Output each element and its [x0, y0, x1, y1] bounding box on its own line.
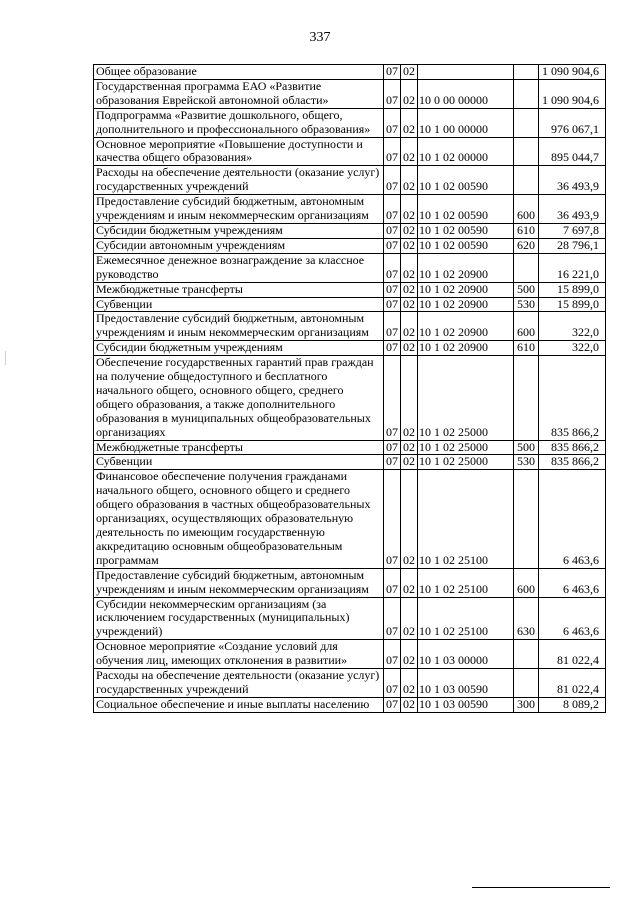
row-expense-type-code	[514, 640, 539, 669]
row-subsection-code: 02	[401, 455, 418, 470]
row-section-code: 07	[384, 297, 401, 312]
budget-table	[93, 64, 606, 713]
row-amount: 81 022,4	[539, 669, 606, 698]
table-row	[94, 440, 606, 455]
row-name: Социальное обеспечение и иные выплаты населению	[94, 697, 384, 712]
row-section-code: 07	[384, 640, 401, 669]
row-target-code: 10 1 02 25000	[418, 356, 514, 440]
table-row	[94, 640, 606, 669]
row-name: Предоставление субсидий бюджетным, автономным учреждениям и иным некоммерческим организациям	[94, 568, 384, 597]
row-subsection-code: 02	[401, 568, 418, 597]
row-amount: 6 463,6	[539, 568, 606, 597]
page-number: 337	[309, 30, 331, 45]
row-name: Расходы на обеспечение деятельности (оказание услуг) государственных учреждений	[94, 669, 384, 698]
row-subsection-code: 02	[401, 669, 418, 698]
row-name: Государственная программа ЕАО «Развитие образования Еврейской автономной области»	[94, 79, 384, 108]
table-row	[94, 137, 606, 166]
row-subsection-code: 02	[401, 253, 418, 282]
row-expense-type-code: 500	[514, 282, 539, 297]
row-target-code	[418, 65, 514, 80]
table-row	[94, 669, 606, 698]
row-subsection-code: 02	[401, 470, 418, 568]
table-row	[94, 697, 606, 712]
row-section-code: 07	[384, 79, 401, 108]
table-row	[94, 597, 606, 640]
row-target-code: 10 1 02 25100	[418, 568, 514, 597]
table-row	[94, 312, 606, 341]
row-amount: 16 221,0	[539, 253, 606, 282]
row-name: Ежемесячное денежное вознаграждение за классное руководство	[94, 253, 384, 282]
row-target-code: 10 1 00 00000	[418, 108, 514, 137]
row-subsection-code: 02	[401, 137, 418, 166]
table-row	[94, 356, 606, 440]
row-amount: 1 090 904,6	[539, 79, 606, 108]
table-row	[94, 238, 606, 253]
row-section-code: 07	[384, 669, 401, 698]
row-target-code: 10 1 02 00590	[418, 195, 514, 224]
row-target-code: 10 1 02 00590	[418, 238, 514, 253]
row-section-code: 07	[384, 166, 401, 195]
row-amount: 7 697,8	[539, 223, 606, 238]
row-amount: 835 866,2	[539, 356, 606, 440]
row-target-code: 10 1 02 20900	[418, 253, 514, 282]
table-row	[94, 108, 606, 137]
row-subsection-code: 02	[401, 640, 418, 669]
row-expense-type-code	[514, 253, 539, 282]
row-target-code: 10 1 02 00590	[418, 166, 514, 195]
row-subsection-code: 02	[401, 297, 418, 312]
row-section-code: 07	[384, 137, 401, 166]
table-row	[94, 79, 606, 108]
row-section-code: 07	[384, 341, 401, 356]
row-name: Предоставление субсидий бюджетным, автономным учреждениям и иным некоммерческим организациям	[94, 195, 384, 224]
row-expense-type-code: 300	[514, 697, 539, 712]
row-target-code: 10 1 02 20900	[418, 341, 514, 356]
row-name: Основное мероприятие «Создание условий для обучения лиц, имеющих отклонения в развитии»	[94, 640, 384, 669]
row-expense-type-code: 600	[514, 568, 539, 597]
row-subsection-code: 02	[401, 195, 418, 224]
row-target-code: 10 0 00 00000	[418, 79, 514, 108]
table-row	[94, 455, 606, 470]
row-section-code: 07	[384, 568, 401, 597]
row-name: Субвенции	[94, 297, 384, 312]
row-name: Финансовое обеспечение получения гражданами начального общего, основного общего и среднего общего образования в частных общеобразовательных организациях, осуществляющих образовательную деятельность по имеющим государственную аккредитацию основным общеобразовательным программам	[94, 470, 384, 568]
row-expense-type-code	[514, 356, 539, 440]
table-row	[94, 223, 606, 238]
row-name: Межбюджетные трансферты	[94, 282, 384, 297]
row-expense-type-code: 530	[514, 297, 539, 312]
row-section-code: 07	[384, 697, 401, 712]
row-section-code: 07	[384, 108, 401, 137]
row-section-code: 07	[384, 597, 401, 640]
row-subsection-code: 02	[401, 108, 418, 137]
row-amount: 8 089,2	[539, 697, 606, 712]
row-target-code: 10 1 02 25000	[418, 455, 514, 470]
row-subsection-code: 02	[401, 697, 418, 712]
row-section-code: 07	[384, 440, 401, 455]
row-section-code: 07	[384, 470, 401, 568]
row-name: Субсидии бюджетным учреждениям	[94, 223, 384, 238]
row-amount: 6 463,6	[539, 597, 606, 640]
row-amount: 15 899,0	[539, 297, 606, 312]
row-expense-type-code: 500	[514, 440, 539, 455]
row-amount: 81 022,4	[539, 640, 606, 669]
row-subsection-code: 02	[401, 282, 418, 297]
row-target-code: 10 1 03 00000	[418, 640, 514, 669]
row-target-code: 10 1 02 25000	[418, 440, 514, 455]
row-expense-type-code: 600	[514, 312, 539, 341]
row-expense-type-code: 620	[514, 238, 539, 253]
row-expense-type-code	[514, 669, 539, 698]
row-subsection-code: 02	[401, 79, 418, 108]
row-section-code: 07	[384, 356, 401, 440]
row-section-code: 07	[384, 238, 401, 253]
row-amount: 322,0	[539, 312, 606, 341]
row-expense-type-code: 600	[514, 195, 539, 224]
margin-mark	[5, 351, 6, 365]
row-target-code: 10 1 02 25100	[418, 470, 514, 568]
row-expense-type-code	[514, 108, 539, 137]
row-target-code: 10 1 02 00000	[418, 137, 514, 166]
row-amount: 835 866,2	[539, 455, 606, 470]
row-expense-type-code	[514, 65, 539, 80]
table-row	[94, 166, 606, 195]
row-name: Подпрограмма «Развитие дошкольного, общего, дополнительного и профессионального образования»	[94, 108, 384, 137]
row-target-code: 10 1 03 00590	[418, 669, 514, 698]
table-row	[94, 297, 606, 312]
row-section-code: 07	[384, 65, 401, 80]
row-subsection-code: 02	[401, 356, 418, 440]
row-section-code: 07	[384, 455, 401, 470]
row-amount: 976 067,1	[539, 108, 606, 137]
row-name: Субсидии бюджетным учреждениям	[94, 341, 384, 356]
row-name: Субсидии некоммерческим организациям (за исключением государственных (муниципальных) учреждений)	[94, 597, 384, 640]
row-name: Основное мероприятие «Повышение доступности и качества общего образования»	[94, 137, 384, 166]
row-subsection-code: 02	[401, 341, 418, 356]
table-row	[94, 282, 606, 297]
table-row	[94, 253, 606, 282]
row-name: Общее образование	[94, 65, 384, 80]
row-subsection-code: 02	[401, 440, 418, 455]
table-row	[94, 568, 606, 597]
row-subsection-code: 02	[401, 238, 418, 253]
table-row	[94, 341, 606, 356]
row-section-code: 07	[384, 253, 401, 282]
row-amount: 36 493,9	[539, 195, 606, 224]
row-amount: 322,0	[539, 341, 606, 356]
budget-table-body	[94, 65, 606, 713]
row-amount: 28 796,1	[539, 238, 606, 253]
row-amount: 835 866,2	[539, 440, 606, 455]
row-target-code: 10 1 02 00590	[418, 223, 514, 238]
table-row	[94, 470, 606, 568]
row-name: Расходы на обеспечение деятельности (оказание услуг) государственных учреждений	[94, 166, 384, 195]
row-section-code: 07	[384, 195, 401, 224]
row-subsection-code: 02	[401, 223, 418, 238]
table-row	[94, 65, 606, 80]
table-row	[94, 195, 606, 224]
row-amount: 1 090 904,6	[539, 65, 606, 80]
row-section-code: 07	[384, 282, 401, 297]
row-name: Межбюджетные трансферты	[94, 440, 384, 455]
row-expense-type-code	[514, 166, 539, 195]
row-target-code: 10 1 02 20900	[418, 282, 514, 297]
row-target-code: 10 1 03 00590	[418, 697, 514, 712]
row-target-code: 10 1 02 20900	[418, 312, 514, 341]
row-section-code: 07	[384, 223, 401, 238]
row-target-code: 10 1 02 20900	[418, 297, 514, 312]
row-name: Субсидии автономным учреждениям	[94, 238, 384, 253]
row-subsection-code: 02	[401, 166, 418, 195]
row-section-code: 07	[384, 312, 401, 341]
row-amount: 36 493,9	[539, 166, 606, 195]
row-name: Обеспечение государственных гарантий прав граждан на получение общедоступного и бесплатного начального общего, основного общего, среднего общего образования, а также дополнительного образования в муниципальных общеобразовательных организациях	[94, 356, 384, 440]
row-expense-type-code: 610	[514, 341, 539, 356]
row-expense-type-code	[514, 470, 539, 568]
row-expense-type-code	[514, 79, 539, 108]
row-subsection-code: 02	[401, 312, 418, 341]
row-name: Субвенции	[94, 455, 384, 470]
row-target-code: 10 1 02 25100	[418, 597, 514, 640]
row-amount: 895 044,7	[539, 137, 606, 166]
row-amount: 6 463,6	[539, 470, 606, 568]
footer-line	[472, 887, 610, 888]
row-expense-type-code: 610	[514, 223, 539, 238]
row-subsection-code: 02	[401, 65, 418, 80]
row-subsection-code: 02	[401, 597, 418, 640]
row-name: Предоставление субсидий бюджетным, автономным учреждениям и иным некоммерческим организациям	[94, 312, 384, 341]
row-expense-type-code: 530	[514, 455, 539, 470]
row-expense-type-code: 630	[514, 597, 539, 640]
row-expense-type-code	[514, 137, 539, 166]
row-amount: 15 899,0	[539, 282, 606, 297]
